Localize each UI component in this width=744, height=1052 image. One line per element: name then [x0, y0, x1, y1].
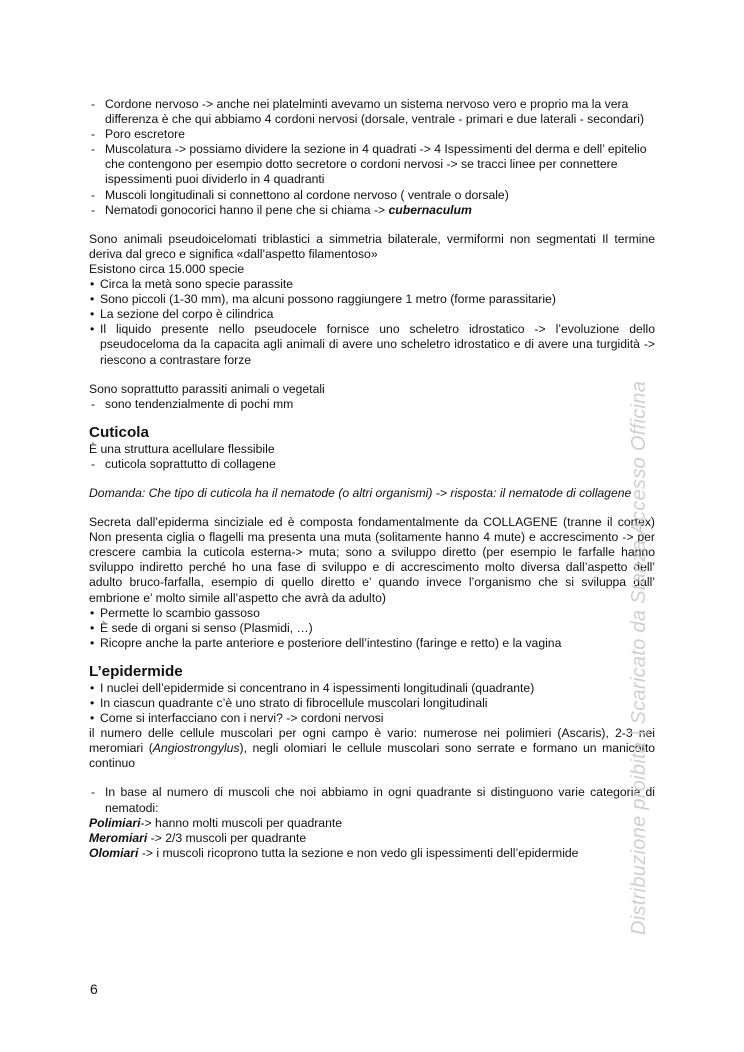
list-item-text: Nematodi gonocorici hanno il pene che si chiama -> [105, 202, 389, 217]
question-paragraph: Domanda: Che tipo di cuticola ha il nematode (o altri organismi) -> risposta: il nematode di collagene [89, 485, 632, 500]
list-item [89, 97, 655, 127]
cuticola-paragraph: Secreta dall’epidermа sinciziale ed è composta fondamentalmente da COLLAGENE (tranne il cortex) Non presenta ciglia o flagelli ma presenta una muta (solitamente hanno 4 mute) e accrescimento -> per crescere cambia la cuticola esterna-> muta; sono a sviluppo diretto (per esempio le farfalle hanno sviluppo indiretto perché ho una fase di sviluppo e di accrescimento molto diversa dall’aspetto dell’ adulto bruco-farfalla, esempio di quello diretto e’ quando invece l’organismo che si sviluppa dall’ embrione e’ molto simile all’aspetto che avrà da adulto) [89, 515, 655, 605]
watermark: Distribuzione proibita | Scaricato da Stanza Accesso Officina [628, 380, 650, 935]
list-item: • In ciascun quadrante c’è uno strato di fibrocellule muscolari longitudinali [89, 696, 655, 711]
features-list [89, 277, 655, 368]
anatomy-list [89, 97, 655, 218]
list-item: • Sono piccoli (1-30 mm), ma alcuni possono raggiungere 1 metro (forme parassitarie) [89, 292, 655, 307]
list-item: • Circa la metà sono specie parassite [89, 277, 655, 292]
page-number: 6 [90, 981, 98, 997]
intro-paragraph: Sono animali pseudoicelomati triblastici a simmetria bilaterale, vermiformi non segmentati Il termine deriva dal greco e significa «dall’aspetto filamentoso» [89, 231, 655, 261]
list-item [89, 203, 655, 218]
list-item: • Ricopre anche la parte anteriore e posteriore dell’intestino (faringe e retto) e la vagina [89, 636, 655, 651]
list-item [89, 188, 655, 203]
list-item: • Permette lo scambio gassoso [89, 606, 655, 621]
type-polimiari: Polimiari-> hanno molti muscoli per quadrante [89, 815, 343, 830]
list-item [89, 142, 655, 187]
document-page [89, 97, 655, 861]
type-olomiari: Olomiari -> i muscoli ricoprono tutta la sezione e non vedo gli ispessimenti dell’epidermide [89, 845, 579, 860]
categories-list [89, 785, 655, 815]
list-item-text: Cordone nervoso -> anche nei platelminti avevamo un sistema nervoso vero e proprio ma la vera differenza è che qui abbiamo 4 cordoni nervosi (dorsale, ventrale - primari e due laterali - secondari) [105, 97, 645, 127]
epidermide-bullets [89, 681, 655, 726]
list-item: - cuticola soprattutto di collagene [89, 457, 655, 472]
list-item: • Il liquido presente nello pseudocele fornisce uno scheletro idrostatico -> l’evoluzione dello pseudoceloma da la capacita agli animali di avere uno scheletro idrostatico e di avere una turgidità -> riescono a contrastare forze [89, 322, 655, 367]
cuticola-intro: È una struttura acellulare flessibile [89, 441, 275, 456]
list-item-text: Muscolatura -> possiamo dividere la sezione in 4 quadrati -> 4 Ispessimenti del derma e dell’ epitelio che contengono per esempio dotto secretore o cordoni nervosi -> se tracci linee per connettere ispessimenti puoi dividerlo in 4 quadranti [105, 142, 647, 187]
emphasis-term: cubernaculum [388, 202, 472, 217]
genus-name: Angiostrongylus [152, 741, 240, 756]
list-item-text: Muscoli longitudinali si connettono al cordone nervoso ( ventrale o dorsale) [105, 187, 509, 202]
species-count: Esistono circa 15.000 specie [89, 261, 245, 276]
list-item: • La sezione del corpo è cilindrica [89, 307, 655, 322]
parasite-paragraph: Sono soprattutto parassiti animali o vegetali [89, 381, 325, 396]
cuticola-list [89, 457, 655, 472]
size-list [89, 397, 655, 412]
list-item [89, 127, 655, 142]
list-item: • Come si interfacciano con i nervi? -> cordoni nervosi [89, 711, 655, 726]
cuticola-bullets [89, 606, 655, 651]
type-meromiari: Meromiari -> 2/3 muscoli per quadrante [89, 830, 307, 845]
epidermide-paragraph: il numero delle cellule muscolari per ogni campo è vario: numerose nei polimieri (Ascaris), 2-3 nei meromiari (Angiostrongylus), negli olomiari le cellule muscolari sono serrate e formano un manicotto continuo [89, 726, 655, 771]
section-heading-epidermide: L’epidermide [89, 662, 183, 680]
section-heading-cuticola: Cuticola [89, 423, 149, 441]
list-item: • È sede di organi si senso (Plasmidi, …) [89, 621, 655, 636]
list-item: • I nuclei dell’epidermide si concentrano in 4 ispessimenti longitudinali (quadrante) [89, 681, 655, 696]
list-item-text: Poro escretore [105, 127, 185, 142]
list-item: - In base al numero di muscoli che noi abbiamo in ogni quadrante si distinguono varie categorie di nematodi: [89, 785, 655, 815]
list-item: - sono tendenzialmente di pochi mm [89, 397, 655, 412]
